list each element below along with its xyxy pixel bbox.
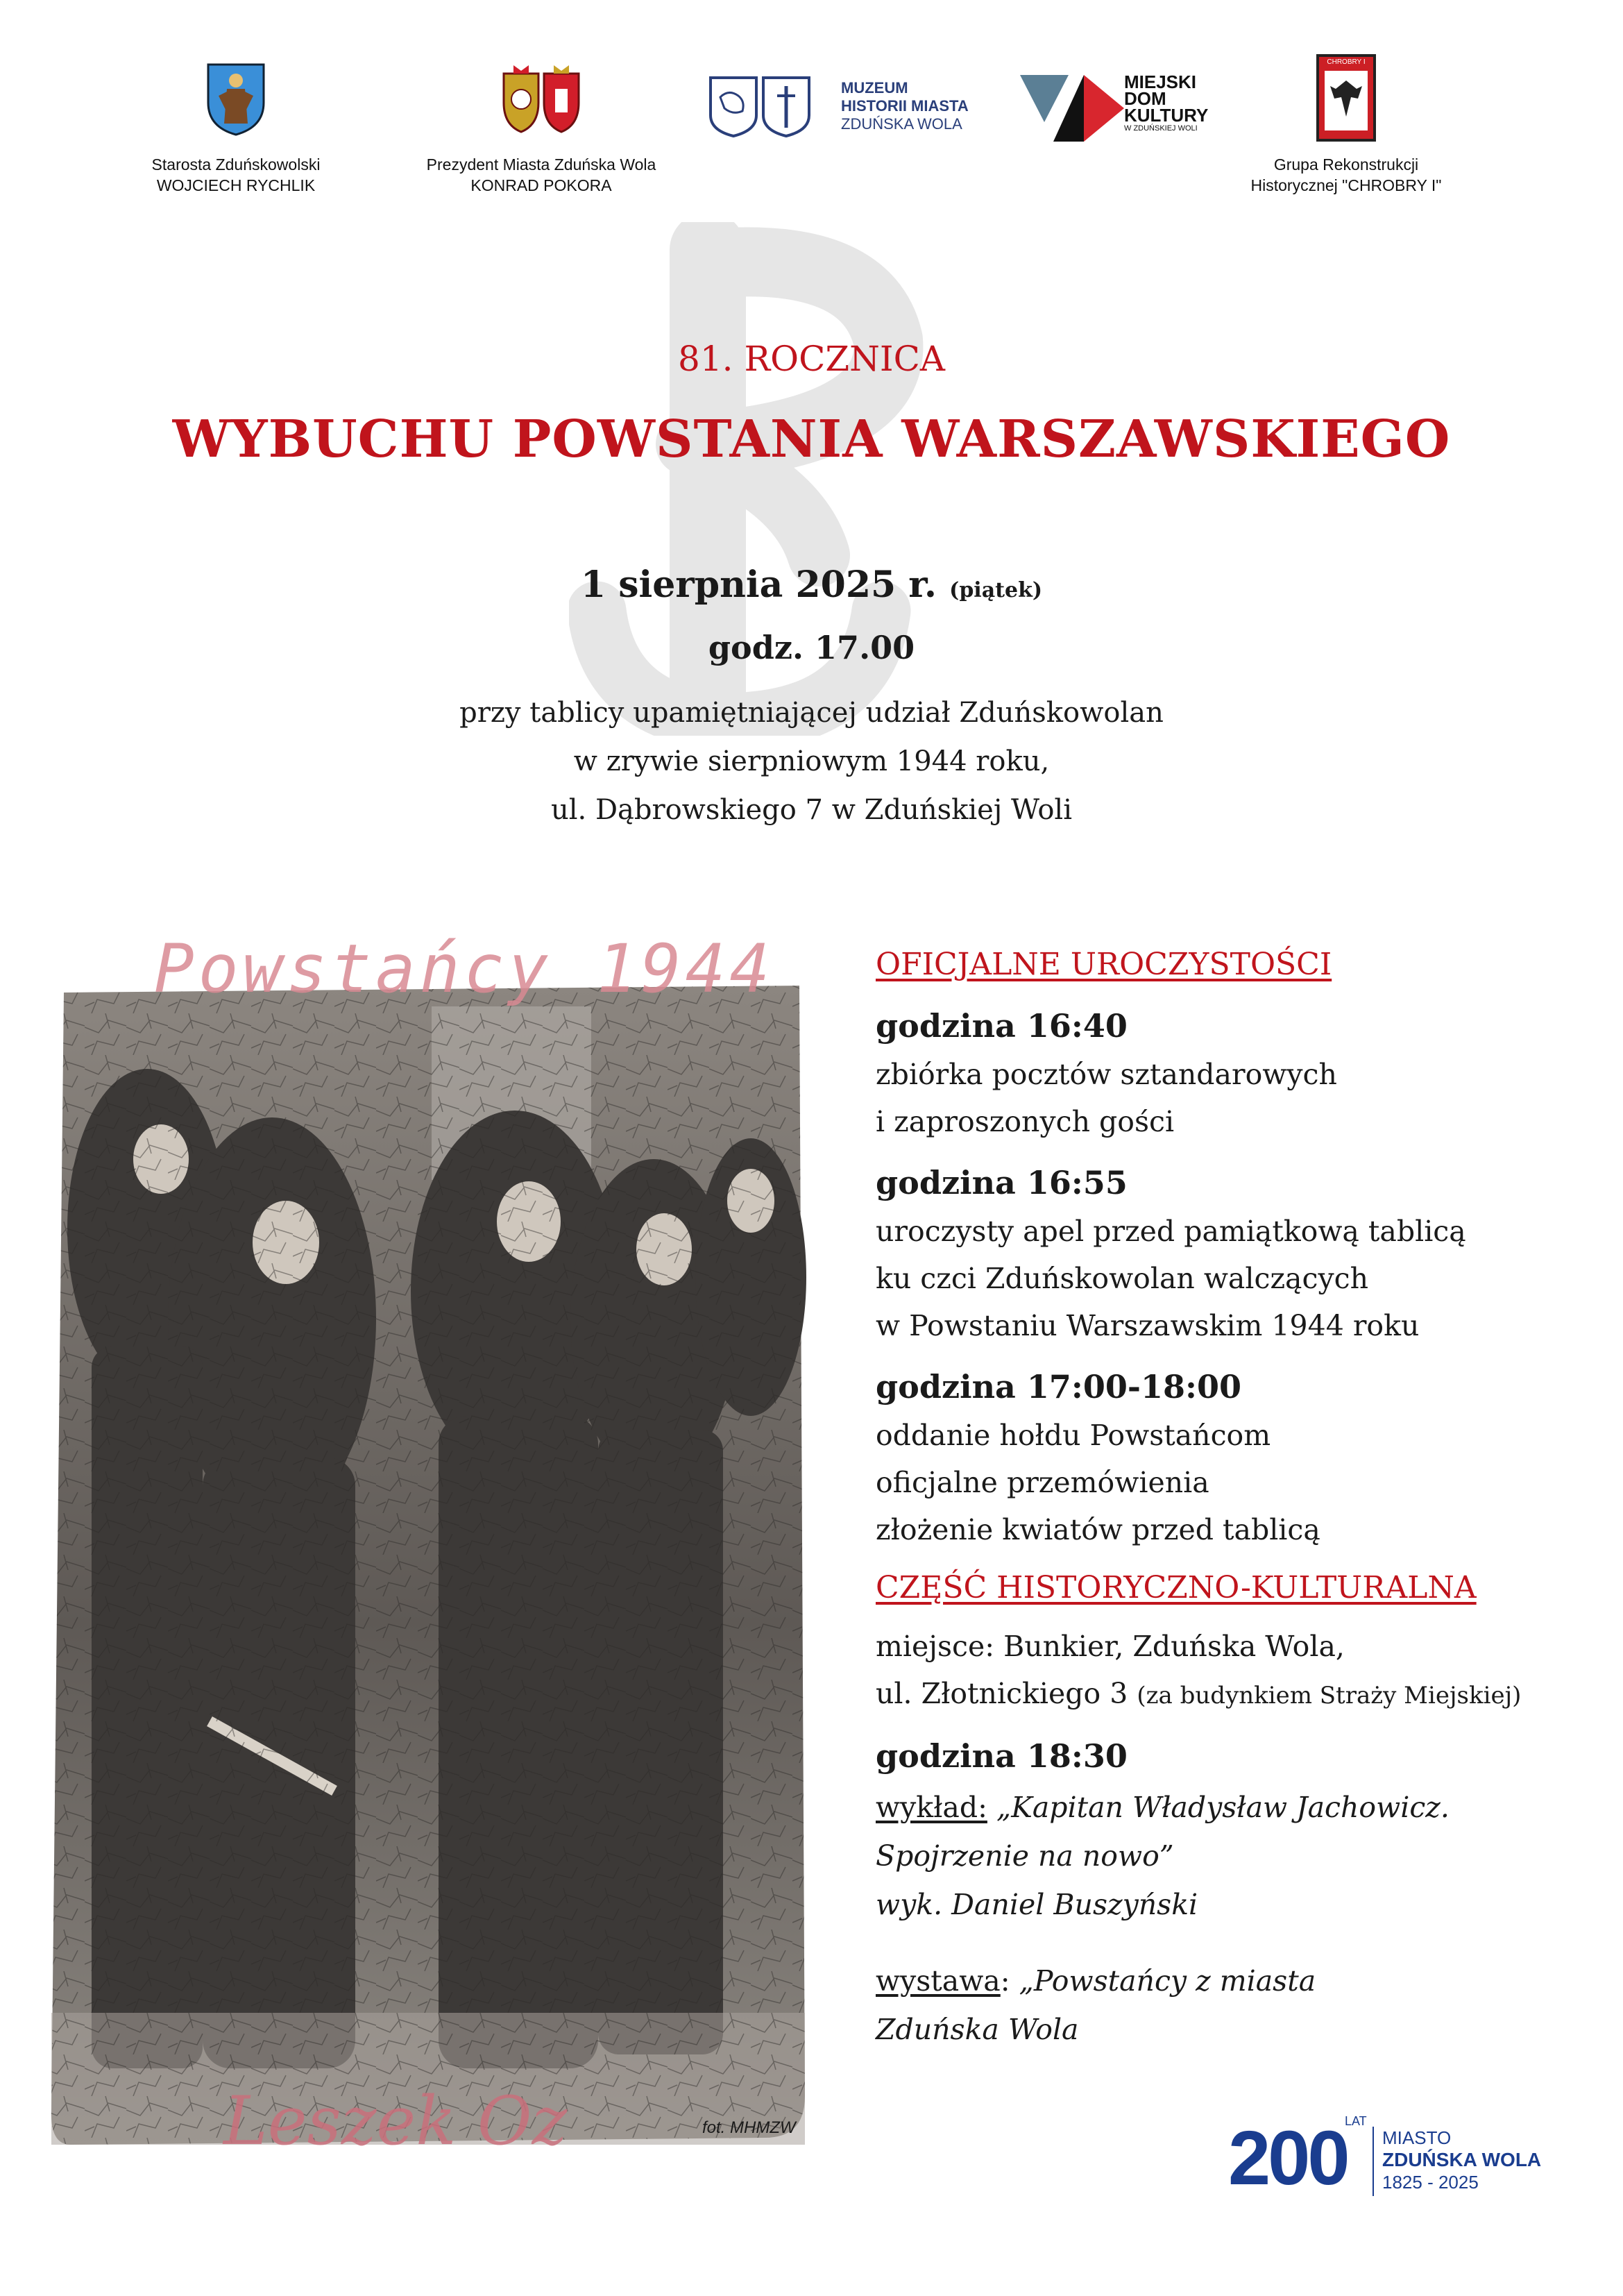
item1-line1: zbiórka pocztów sztandarowych (876, 1058, 1337, 1091)
jubilee-years: 1825 - 2025 (1382, 2172, 1479, 2193)
anniversary-heading: 81. ROCZNICA (678, 339, 945, 379)
mdk-line4: W ZDUŃSKIEJ WOLI (1124, 124, 1198, 133)
location-line-3: ul. Dąbrowskiego 7 w Zduńskiej Woli (550, 794, 1073, 826)
grupa-line2: Historycznej "CHROBRY I" (1250, 176, 1442, 194)
chrobry-eagle-badge-icon (1315, 53, 1377, 143)
prezydent-title: Prezydent Miasta Zduńska Wola (426, 155, 656, 174)
exhibition-label: wystawa (876, 1964, 1001, 1998)
logo-prezydent (402, 61, 680, 200)
photo-caption-top: Powstańcy 1944 (154, 930, 774, 1008)
photo-caption-bottom: Leszek Oz (223, 2082, 568, 2160)
event-weekday: (piątek) (949, 578, 1043, 602)
mdk-line1: MIEJSKI (1124, 71, 1197, 92)
item3-line2: oficjalne przemówienia (876, 1466, 1209, 1499)
lecture-title-1: „Kapitan Władysław Jachowicz. (996, 1791, 1450, 1824)
item3-time: godzina 17:00-18:00 (876, 1368, 1241, 1406)
lecture-title-2: Spojrzenie na nowo” (876, 1839, 1174, 1873)
item3-line1: oddanie hołdu Powstańcom (876, 1419, 1271, 1452)
muzeum-line3: ZDUŃSKA WOLA (841, 115, 962, 133)
exhibition-colon: : (1000, 1964, 1010, 1998)
powiat-coat-of-arms-icon (205, 61, 267, 137)
jubilee-number: 200 (1228, 2116, 1348, 2201)
jubilee-logo (1228, 2110, 1575, 2214)
venue-line2 (876, 1670, 1570, 1719)
event-date-line (0, 564, 1623, 606)
jubilee-lat: LAT (1345, 2114, 1367, 2128)
venue-note: (za budynkiem Straży Miejskiej) (1137, 1682, 1522, 1710)
jubilee-name: ZDUŃSKA WOLA (1382, 2149, 1542, 2170)
item1-line2: i zaproszonych gości (876, 1105, 1175, 1138)
mdk-line3: KULTURY (1124, 105, 1209, 126)
location-line-2: w zrywie sierpniowym 1944 roku, (573, 745, 1050, 777)
official-ceremony-heading: OFICJALNE UROCZYSTOŚCI (876, 947, 1332, 982)
logo-muzeum (708, 69, 999, 146)
item2-time: godzina 16:55 (876, 1164, 1128, 1201)
photo-credit: fot. MHMZW (702, 2118, 796, 2137)
muzeum-line2: HISTORII MIASTA (841, 97, 969, 115)
city-coat-of-arms-icon (500, 61, 583, 137)
exhibition-title-2: Zduńska Wola (876, 2013, 1079, 2046)
cultural-part-heading: CZĘŚĆ HISTORYCZNO-KULTURALNA (876, 1570, 1477, 1605)
jubilee-divider (1373, 2127, 1374, 2196)
insurgents-photo-illustration (43, 930, 806, 2159)
logo-grupa (1207, 53, 1485, 205)
item2-line3: w Powstaniu Warszawskim 1944 roku (876, 1309, 1420, 1342)
lecture-author: wyk. Daniel Buszyński (876, 1888, 1198, 1921)
lecture-label: wykład: (876, 1791, 987, 1824)
jubilee-miasto: MIASTO (1382, 2127, 1452, 2148)
museum-emblem-icon (708, 69, 812, 139)
starosta-name: WOJCIECH RYCHLIK (156, 176, 316, 194)
event-date: 1 sierpnia 2025 r. (580, 564, 937, 606)
chrobry-badge-text: CHROBRY I (1327, 58, 1366, 66)
historic-photo (43, 930, 806, 2159)
lecture-line1 (876, 1784, 1570, 1831)
location-line-1: przy tablicy upamiętniającej udział Zduńskowolan (459, 697, 1164, 729)
starosta-title: Starosta Zduńskowolski (151, 155, 321, 174)
item4-time: godzina 18:30 (876, 1737, 1128, 1775)
exhibition-title-1: „Powstańcy z miasta (1019, 1964, 1316, 1998)
mdk-line2: DOM (1124, 88, 1166, 109)
prezydent-name: KONRAD POKORA (470, 176, 612, 194)
muzeum-line1: MUZEUM (841, 79, 908, 96)
grupa-line1: Grupa Rekonstrukcji (1273, 155, 1419, 174)
exhibition-line1 (876, 1957, 1570, 2004)
item2-line1: uroczysty apel przed pamiątkową tablicą (876, 1215, 1466, 1248)
event-title: WYBUCHU POWSTANIA WARSZAWSKIEGO (172, 410, 1451, 469)
venue-line1: miejsce: Bunkier, Zduńska Wola, (876, 1630, 1345, 1663)
item1-time: godzina 16:40 (876, 1007, 1128, 1045)
item3-line3: złożenie kwiatów przed tablicą (876, 1513, 1320, 1546)
item2-line2: ku czci Zduńskowolan walczących (876, 1262, 1368, 1295)
event-time: godz. 17.00 (708, 629, 915, 666)
venue-street: ul. Złotnickiego 3 (876, 1677, 1128, 1710)
logo-starosta (125, 61, 347, 200)
mdk-emblem-icon (1020, 67, 1131, 143)
